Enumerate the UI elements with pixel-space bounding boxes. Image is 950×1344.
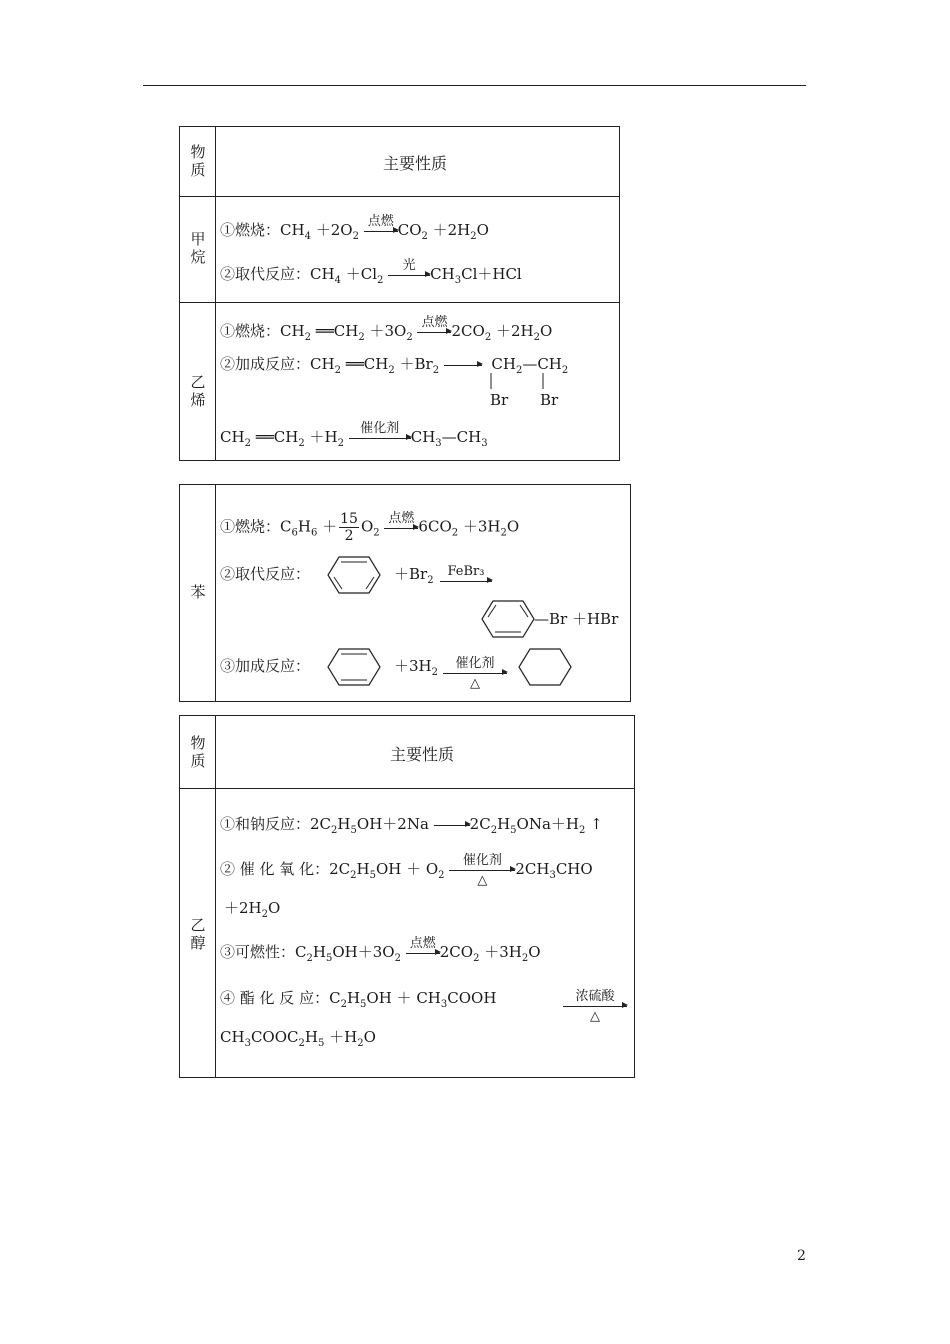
- substance-ethylene: 乙烯: [190, 373, 206, 409]
- benzene-combustion: ①燃烧：$C_6H_6$ ＋ $\frac{15}{2}$ $O_2$ 点燃 $6CO_2 +3H_2O$: [220, 510, 520, 544]
- esterification-arrow: 浓硫酸 △: [563, 996, 627, 1014]
- cyclohexane-ring-icon: [517, 647, 573, 687]
- table-hydrocarbons: [179, 126, 620, 461]
- substance-methane: 甲烷: [190, 230, 206, 266]
- benzene-ring-icon-2: [326, 647, 382, 687]
- ethylene-combustion: ①燃烧：$CH_2$ $══CH_2 +3O_2$ 点燃 $2CO_2 +2H_2O$: [220, 315, 553, 343]
- benzene-substitution-label: ②取代反应：: [220, 565, 311, 583]
- ethylene-addition-br2: ②加成反应：$CH_2$ $══CH_2 +Br_2$ $CH_2—CH_2$: [220, 355, 569, 376]
- header-properties: 主要性质: [383, 154, 448, 173]
- ethanol-oxidation-cont: $+2H_2O$: [224, 899, 281, 920]
- benzene-addition-arrow: 催化剂 △: [443, 663, 507, 681]
- esterification-product: $CH_3COOC_2H_5 +H_2O$: [220, 1028, 376, 1049]
- substance-benzene: 苯: [190, 583, 206, 601]
- header-substance-2: 物质: [190, 734, 206, 770]
- ethanol-combustion: ③可燃性：$C_2H_5OH+3O_2$ 点燃 $2CO_2 +3H_2O$: [220, 936, 541, 964]
- methane-substitution: ②取代反应：$CH_4 +Cl_2$ 光 $CH_3Cl+HCl$: [220, 258, 522, 286]
- ethanol-sodium: ①和钠反应：$2C_2H_5OH+2Na$ $2C_2H_5ONa+H_2$ ↑: [220, 815, 603, 836]
- header-substance: 物质: [190, 143, 206, 179]
- benzene-ring-icon: [326, 555, 382, 595]
- benzene-h2: $+3H_2$: [394, 657, 438, 678]
- methane-combustion: ①燃烧：$CH_4 +2O_2$ 点燃 $CO_2 +2H_2O$: [220, 214, 489, 242]
- header-rule: [143, 85, 806, 86]
- bromobenzene-product: —Br ＋HBr: [534, 610, 619, 628]
- header-properties-2: 主要性质: [390, 745, 455, 764]
- ethylene-hydrogenation: $CH_2$ $══CH_2 +H_2$ 催化剂 $CH_3—CH_3$: [220, 421, 488, 449]
- br-label-left: Br: [490, 391, 509, 409]
- benzene-addition-label: ③加成反应：: [220, 657, 311, 675]
- table-benzene: [179, 484, 631, 702]
- benzene-br2: $+Br_2$: [394, 565, 434, 586]
- page-number: 2: [797, 1248, 806, 1264]
- febr3-arrow: FeBr₃: [440, 571, 492, 589]
- br-label-right: Br: [540, 391, 559, 409]
- ethanol-esterification: ④ 酯 化 反 应：$C_2H_5OH$ ＋ $CH_3COOH$: [220, 989, 497, 1010]
- ethanol-oxidation: ② 催 化 氧 化：$2C_2H_5OH + O_2$ 催化剂 △ $2CH_3CHO$: [220, 853, 593, 888]
- table-ethanol: [179, 715, 635, 1078]
- substance-ethanol: 乙醇: [190, 916, 206, 952]
